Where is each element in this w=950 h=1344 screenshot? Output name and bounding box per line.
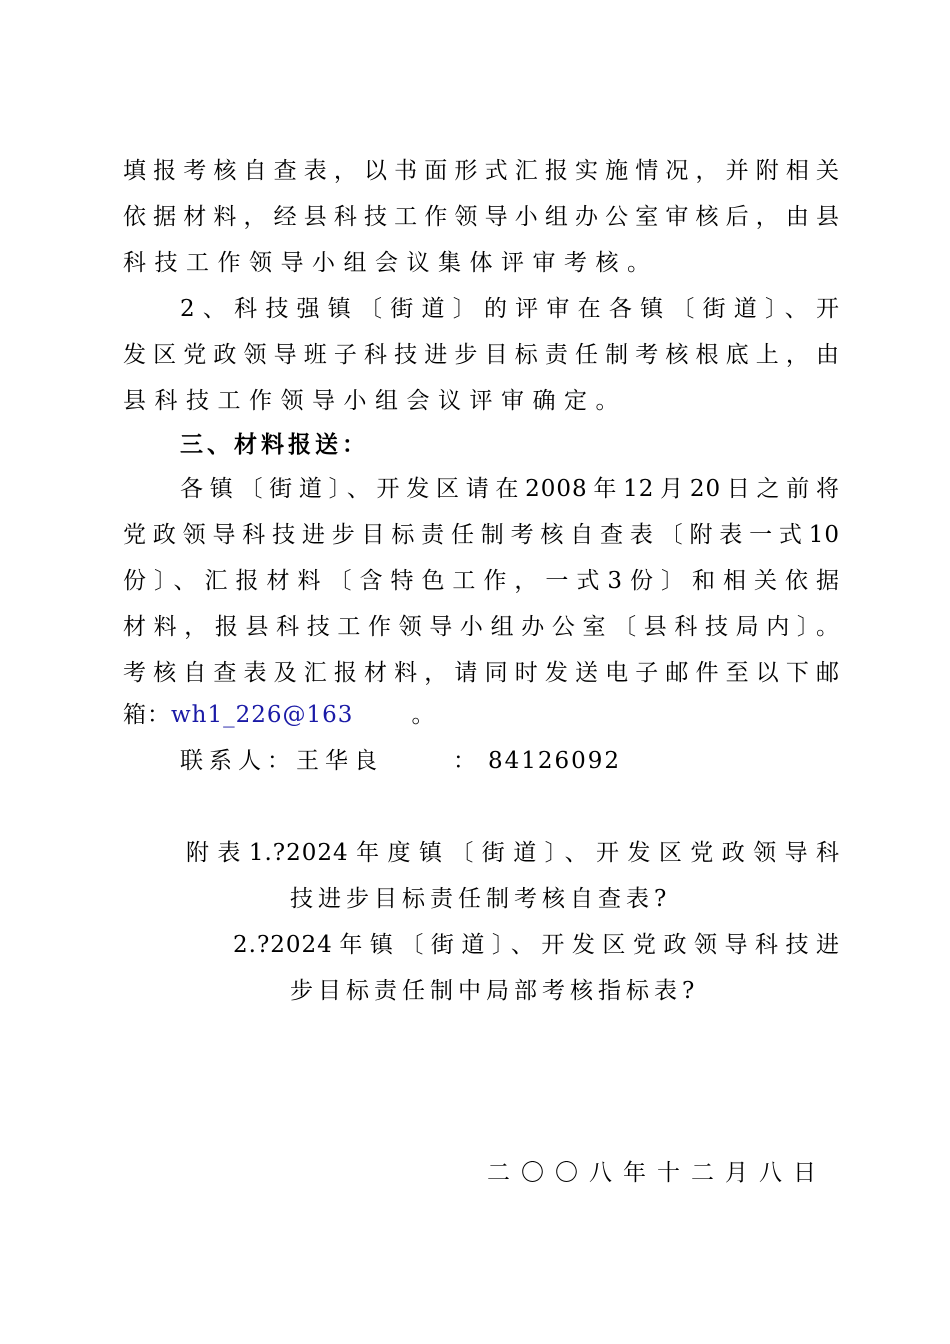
attachment-1-line-2: 技进步目标责任制考核自查表? <box>290 886 672 912</box>
contact-colon: ： <box>453 748 482 774</box>
email-line <box>123 692 840 738</box>
paragraph-3-line-4: 材料，报县科技工作领导小组办公室〔县科技局内〕。 <box>123 614 840 640</box>
contact-person: 联系人：王华良 <box>180 748 383 774</box>
section-heading-materials: 三、材料报送： <box>180 431 369 458</box>
paragraph-3-line-5: 考核自查表及汇报材料，请同时发送电子邮件至以下邮 <box>123 660 840 686</box>
document-date: 二〇〇八年十二月八日 <box>487 1160 827 1186</box>
paragraph-3-line-1: 各镇〔街道〕、开发区请在2008年12月20日之前将 <box>180 476 840 502</box>
attachment-1-line-1: 附表1.?2024年度镇〔街道〕、开发区党政领导科 <box>186 840 840 866</box>
paragraph-2-line-2: 发区党政领导班子科技进步目标责任制考核根底上，由 <box>123 342 840 368</box>
email-address-link[interactable]: wh1_226@163 <box>171 702 354 728</box>
paragraph-1-line-3: 科技工作领导小组会议集体评审考核。 <box>123 250 659 276</box>
email-label: 箱： <box>123 702 171 728</box>
contact-phone: 84126092 <box>488 748 622 774</box>
attachment-2-line-2: 步目标责任制中局部考核指标表? <box>290 978 700 1004</box>
paragraph-2-line-3: 县科技工作领导小组会议评审确定。 <box>123 388 627 414</box>
paragraph-2-line-1: 2、科技强镇〔街道〕的评审在各镇〔街道〕、开 <box>180 296 840 322</box>
contact-line <box>180 738 840 784</box>
paragraph-3-line-2: 党政领导科技进步目标责任制考核自查表〔附表一式10 <box>123 522 840 548</box>
attachment-2-line-1: 2.?2024年镇〔街道〕、开发区党政领导科技进 <box>233 932 840 958</box>
paragraph-3-line-3: 份〕、汇报材料〔含特色工作，一式3份〕和相关依据 <box>123 568 840 594</box>
email-line-end: 。 <box>411 702 436 728</box>
paragraph-1-line-2: 依据材料，经县科技工作领导小组办公室审核后，由县 <box>123 204 840 230</box>
paragraph-1-line-1: 填报考核自查表，以书面形式汇报实施情况，并附相关 <box>123 158 840 184</box>
